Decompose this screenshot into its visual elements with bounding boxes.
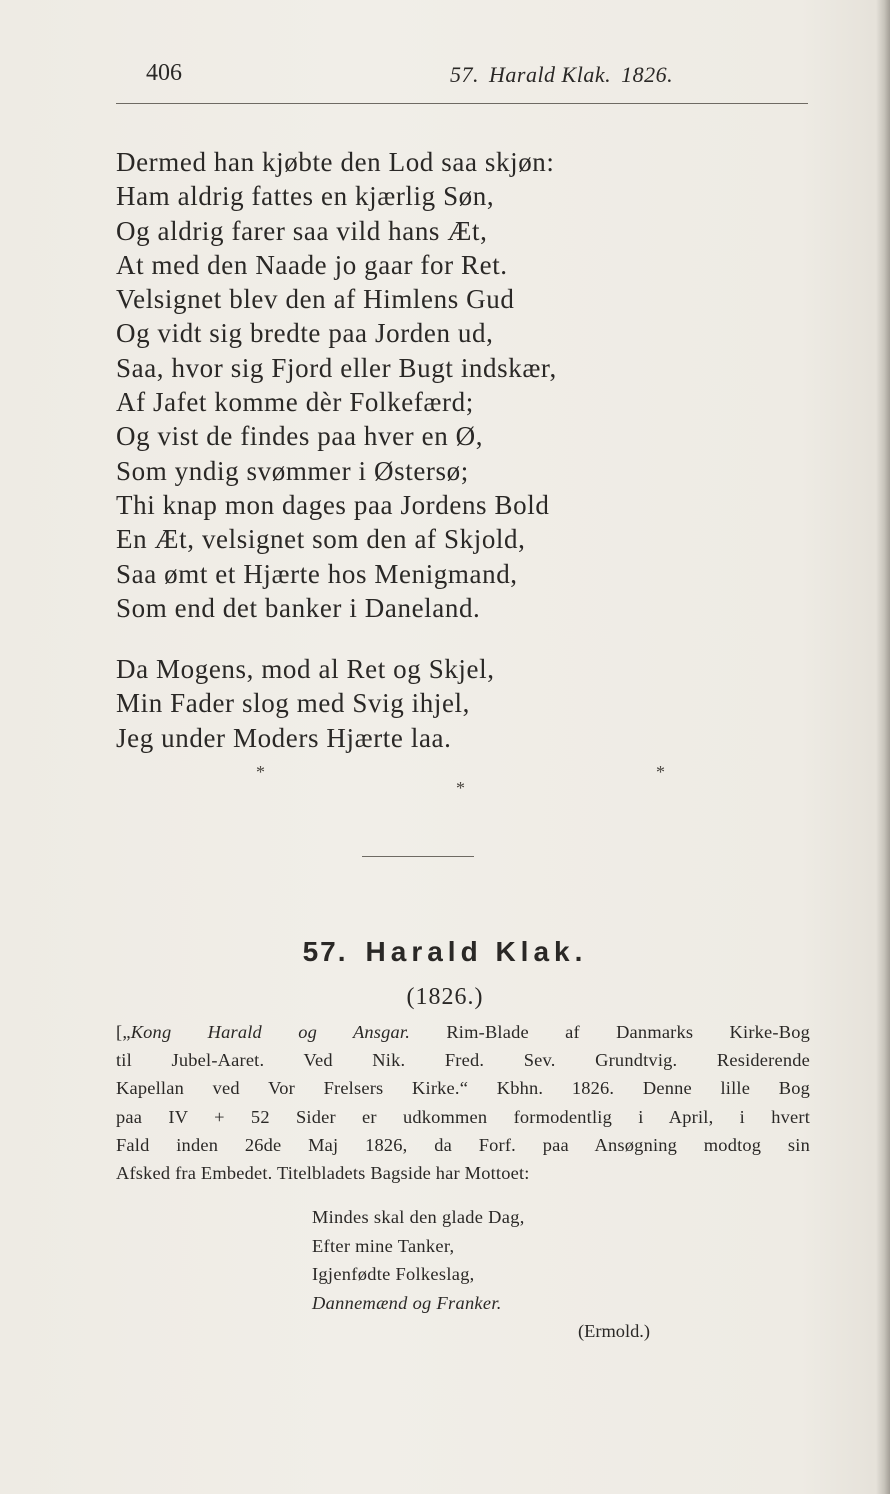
- note-line: Fald inden 26de Maj 1826, da Forf. paa Ansøgning modtog sin: [116, 1134, 810, 1155]
- poem-line: Ham aldrig fattes en kjærlig Søn,: [116, 181, 495, 212]
- poem-line: Saa, hvor sig Fjord eller Bugt indskær,: [116, 352, 557, 383]
- note-line: [116, 1018, 810, 1046]
- asterism: [0, 762, 890, 802]
- poem-line: Jeg under Moders Hjærte laa.: [116, 722, 452, 753]
- poem-line: Velsignet blev den af Himlens Gud: [116, 284, 515, 315]
- poem-line: En Æt, velsignet som den af Skjold,: [116, 524, 526, 555]
- editorial-note: [116, 1018, 810, 1187]
- poem-line: Af Jafet komme dèr Folkefærd;: [116, 387, 474, 418]
- section-heading: [0, 936, 890, 968]
- poem-stanza-1: [116, 145, 816, 625]
- section-divider: [362, 856, 474, 857]
- section-title: Harald Klak.: [365, 936, 588, 967]
- motto-line: Efter mine Tanker,: [312, 1235, 455, 1256]
- poem-line: Som end det banker i Daneland.: [116, 592, 481, 623]
- running-title: [450, 62, 683, 88]
- header-rule: [116, 103, 808, 104]
- note-line: Kapellan ved Vor Frelsers Kirke.“ Kbhn. 1826. Denne lille Bog: [116, 1078, 810, 1099]
- poem-line: Saa ømt et Hjærte hos Menigmand,: [116, 558, 518, 589]
- running-head-title: Harald Klak.: [489, 62, 612, 87]
- note-line: paa IV + 52 Sider er udkommen formodentlig i April, i hvert: [116, 1106, 810, 1127]
- motto-line-italic: Dannemænd og Franker.: [312, 1292, 502, 1313]
- poem-line: Da Mogens, mod al Ret og Skjel,: [116, 654, 495, 684]
- note-open-bracket: [„: [116, 1022, 131, 1042]
- section-number: 57.: [302, 936, 348, 967]
- poem-line: Min Fader slog med Svig ihjel,: [116, 688, 470, 719]
- motto: [312, 1203, 692, 1346]
- note-book-title: Kong Harald og Ansgar.: [130, 1022, 411, 1042]
- motto-attribution: (Ermold.): [578, 1321, 651, 1341]
- poem-line: Thi knap mon dages paa Jordens Bold: [116, 489, 550, 520]
- asterisk-mark: *: [456, 778, 465, 798]
- asterisk-mark: *: [256, 762, 265, 782]
- poem-line: Som yndig svømmer i Østersø;: [116, 455, 469, 486]
- poem-line: Og vist de findes paa hver en Ø,: [116, 421, 484, 452]
- poem-line: At med den Naade jo gaar for Ret.: [116, 249, 508, 280]
- note-line: Afsked fra Embedet. Titelbladets Bagside har Mottoet:: [116, 1163, 530, 1184]
- poem-line: Og vidt sig bredte paa Jorden ud,: [116, 318, 494, 349]
- note-line: til Jubel-Aaret. Ved Nik. Fred. Sev. Grundtvig. Residerende: [116, 1050, 810, 1071]
- poem-stanza-2: [116, 652, 816, 755]
- running-head-number: 57.: [450, 62, 479, 87]
- running-head: [110, 60, 820, 94]
- note-line-rest: Rim-Blade af Danmarks Kirke-Bog: [410, 1022, 810, 1042]
- page-number: 406: [146, 60, 182, 86]
- running-head-year: 1826.: [621, 62, 674, 87]
- poem-line: Dermed han kjøbte den Lod saa skjøn:: [116, 147, 555, 177]
- poem-line: Og aldrig farer saa vild hans Æt,: [116, 215, 488, 246]
- section-year: (1826.): [406, 984, 484, 1010]
- motto-line: Igjenfødte Folkeslag,: [312, 1264, 475, 1284]
- page-edge-shadow: [876, 0, 890, 1494]
- asterisk-mark: *: [656, 762, 665, 782]
- motto-line: Mindes skal den glade Dag,: [312, 1207, 525, 1227]
